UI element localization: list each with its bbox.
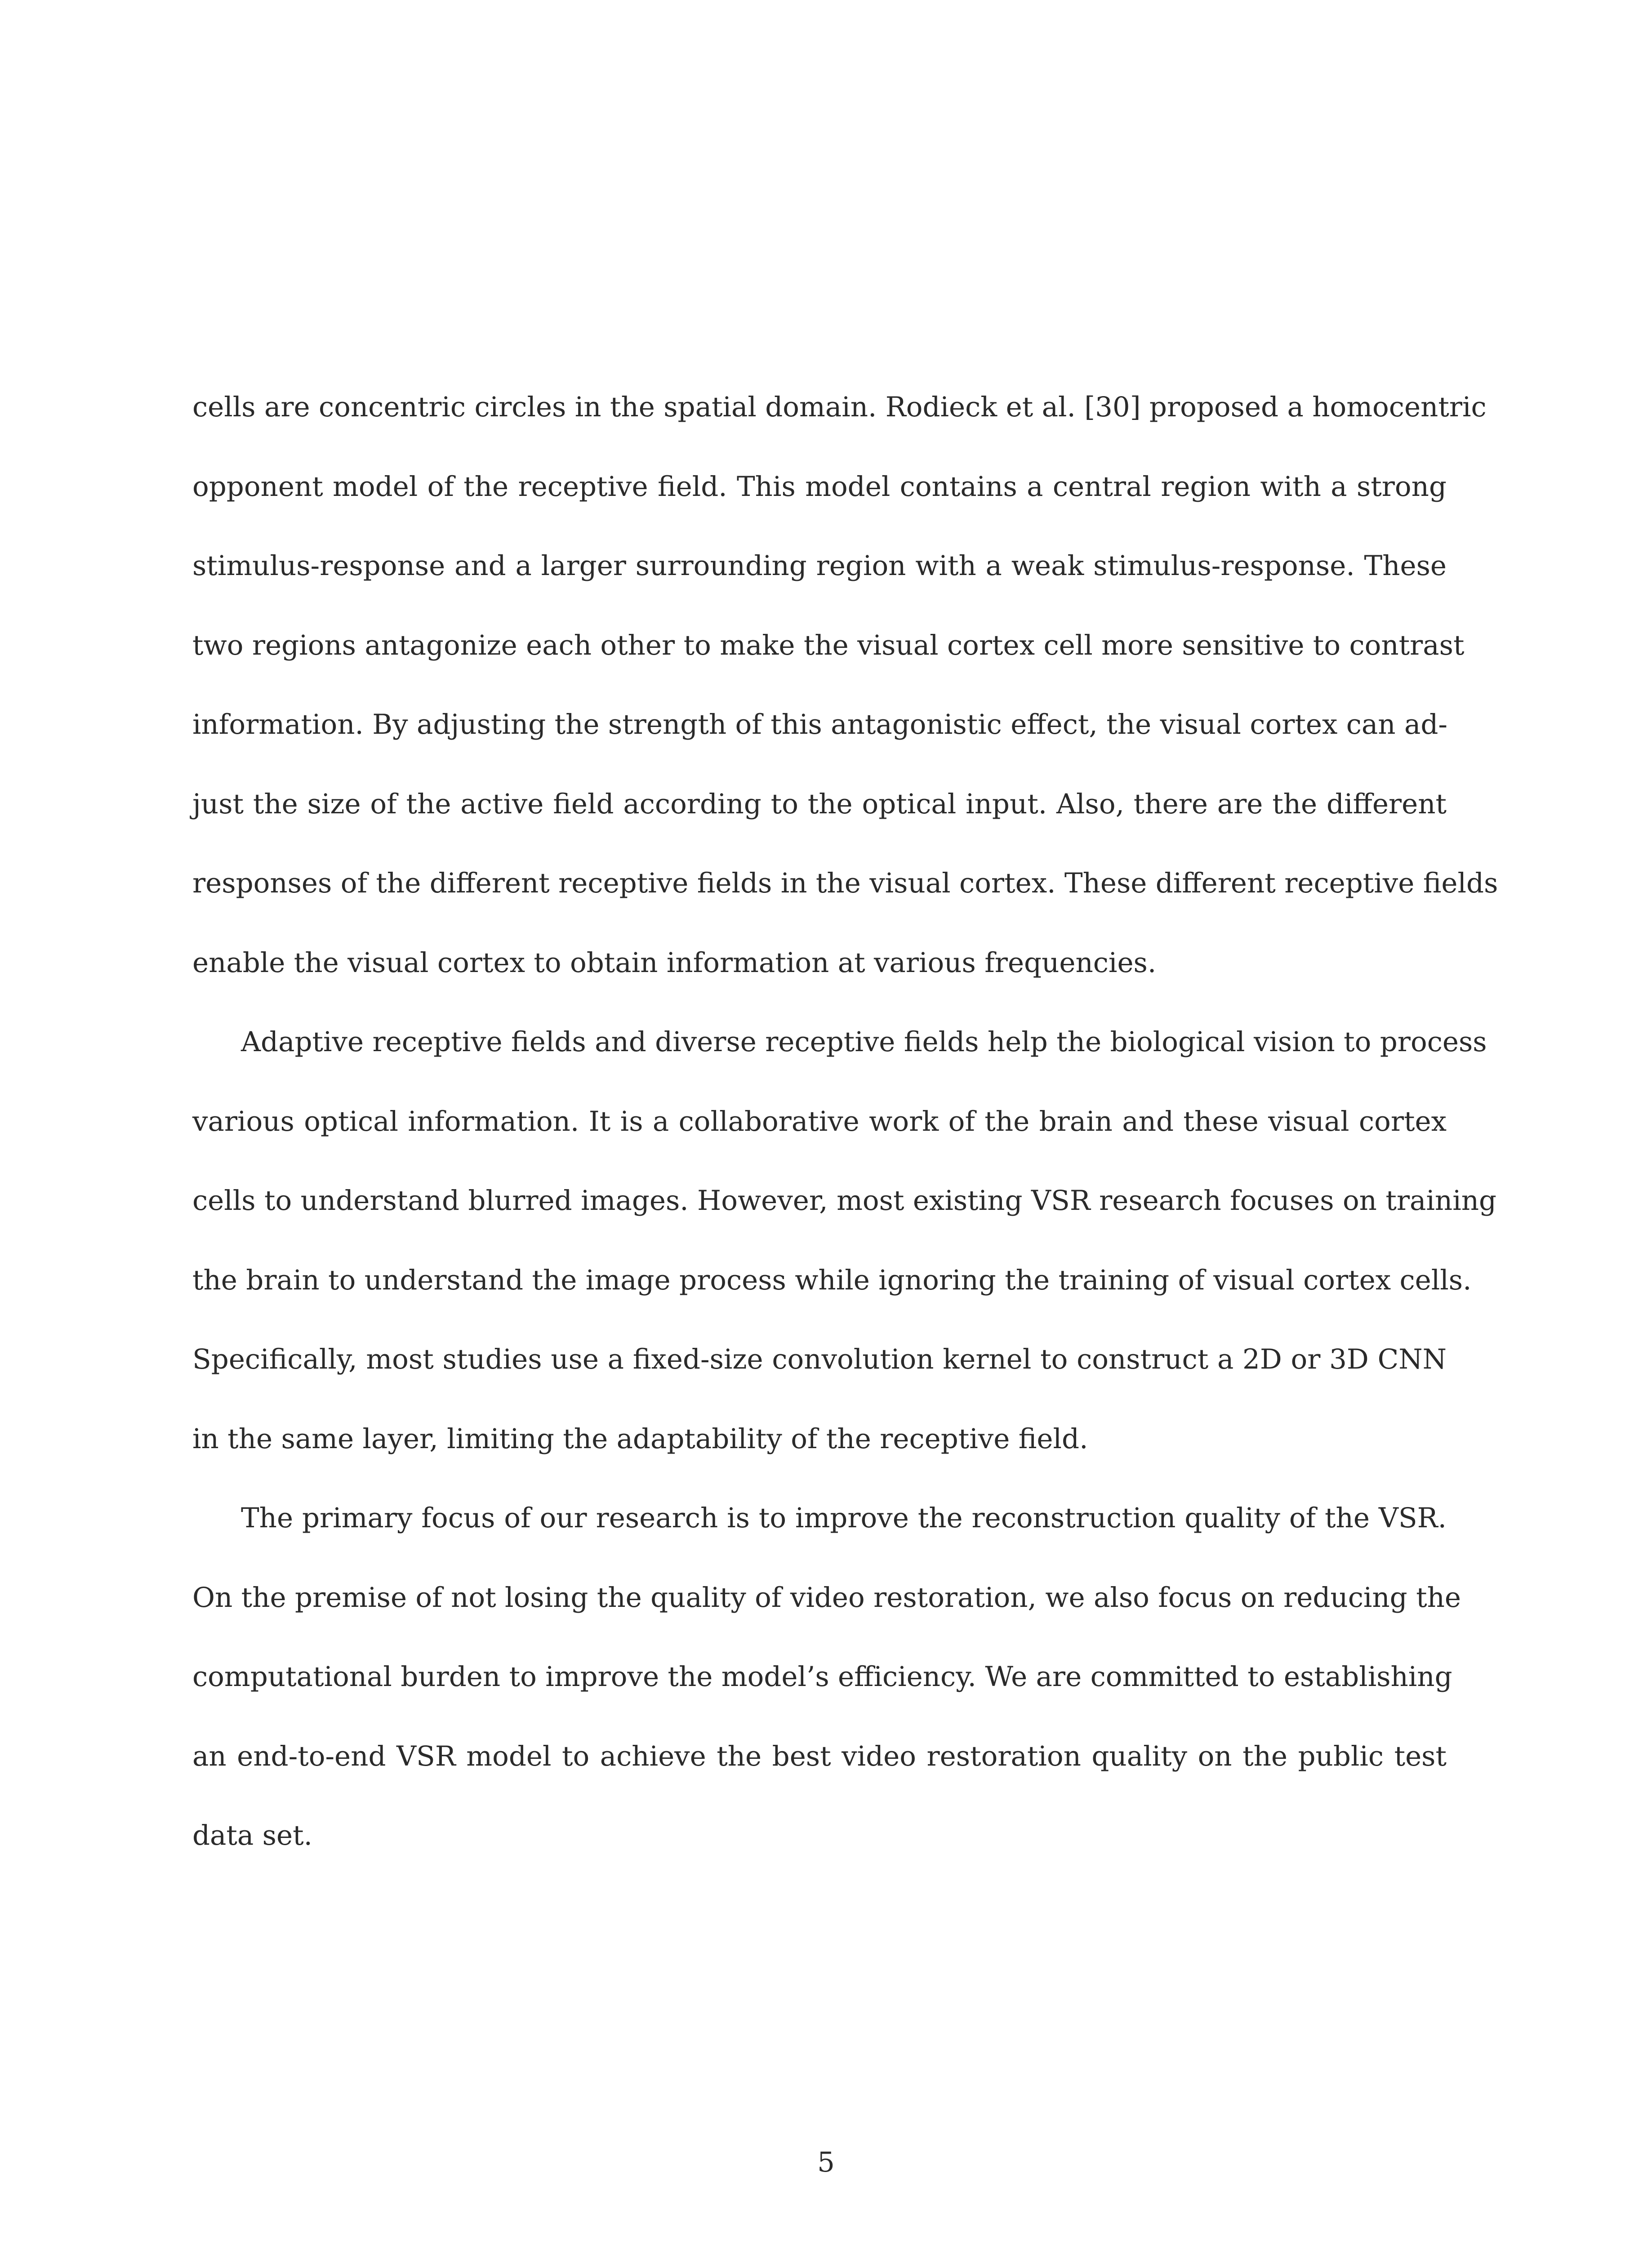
paragraph-2-line-3: cells to understand blurred images. However, most existing VSR research focuses on training [192,1185,1497,1217]
paragraph-1-line-4: two regions antagonize each other to make the visual cortex cell more sensitive to contrast [192,629,1465,661]
paragraph-1-line-8: enable the visual cortex to obtain information at various frequencies. [192,946,1157,979]
paragraph-1-line-2: opponent model of the receptive field. This model contains a central region with a strong [192,470,1447,503]
paragraph-2-line-5: Specifically, most studies use a fixed-size convolution kernel to construct a 2D or 3D CNN [192,1343,1447,1375]
paragraph-3-line-1: The primary focus of our research is to improve the reconstruction quality of the VSR. [241,1502,1447,1534]
paragraph-2-line-2: various optical information. It is a collaborative work of the brain and these visual cortex [192,1105,1447,1137]
paragraph-2-line-1: Adaptive receptive fields and diverse receptive fields help the biological vision to process [241,1026,1487,1058]
paragraph-3-line-2: On the premise of not losing the quality of video restoration, we also focus on reducing the [192,1581,1461,1614]
paragraph-3-line-4: an end-to-end VSR model to achieve the best video restoration quality on the public test [192,1740,1447,1772]
paragraph-3-line-3: computational burden to improve the model’s efficiency. We are committed to establishing [192,1661,1452,1693]
paragraph-1-line-5: information. By adjusting the strength of this antagonistic effect, the visual cortex can ad- [192,709,1448,740]
paragraph-2-line-6: in the same layer, limiting the adaptability of the receptive field. [192,1423,1088,1455]
page-number: 5 [817,2146,835,2178]
body-text [192,368,1498,1876]
paragraph-2-line-4: the brain to understand the image process while ignoring the training of visual cortex cells. [192,1264,1472,1296]
paragraph-3-line-5: data set. [192,1820,312,1851]
paragraph-1-line-7: responses of the different receptive fields in the visual cortex. These different receptive fields [192,867,1498,899]
paragraph-1-line-6: just the size of the active field according to the optical input. Also, there are the different [192,788,1447,820]
paragraph-1-line-3: stimulus-response and a larger surrounding region with a weak stimulus-response. These [192,550,1447,582]
paragraph-1-line-1: cells are concentric circles in the spatial domain. Rodieck et al. [30] proposed a homocentric [192,391,1487,423]
